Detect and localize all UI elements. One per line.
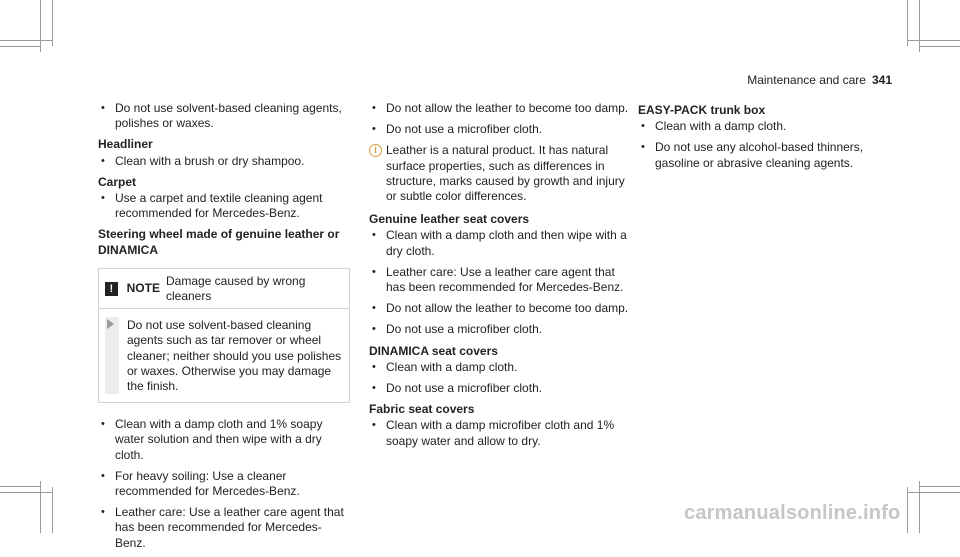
crop-mark xyxy=(920,46,960,47)
list-item: • Do not use a microfiber cloth. xyxy=(372,322,543,337)
bullet-icon: • xyxy=(372,102,376,114)
bullet-icon: • xyxy=(101,469,105,482)
bullet-icon: • xyxy=(372,265,376,278)
list-item: • Do not allow the leather to become too damp. xyxy=(372,101,629,115)
crop-mark xyxy=(919,481,920,533)
list-item: • Leather care: Use a leather care agent that has been recommended for Mercedes-Benz. xyxy=(101,505,344,550)
bullet-icon: • xyxy=(641,141,645,154)
crop-mark xyxy=(907,0,908,46)
bullet-icon: • xyxy=(101,418,105,431)
section-heading: DINAMICA seat covers xyxy=(369,343,498,358)
crop-mark xyxy=(40,0,41,52)
bullet-icon: • xyxy=(101,102,105,114)
list-item: • Clean with a damp microfiber cloth and 1% soapy water and allow to dry. xyxy=(372,418,615,448)
crop-mark xyxy=(920,486,960,487)
column-3 xyxy=(638,101,900,177)
list-item: • Clean with a brush or dry shampoo. xyxy=(101,153,305,168)
section-title: Maintenance and care xyxy=(747,73,866,87)
arrow-right-icon xyxy=(107,319,114,329)
watermark: carmanualsonline.info xyxy=(684,502,901,524)
bullet-icon: • xyxy=(372,123,376,136)
section-heading: Steering wheel made of genuine leather or DINAMICA xyxy=(98,227,340,257)
crop-mark xyxy=(52,0,53,46)
info-text: Leather is a natural product. It has natural surface properties, such as differences in structure, marks caused by growth and injury or subtle color differences. xyxy=(386,143,625,204)
crop-mark xyxy=(40,481,41,533)
note-body xyxy=(99,309,349,402)
bullet-icon: • xyxy=(101,506,105,519)
list-item: • Do not use a microfiber cloth. xyxy=(372,122,543,137)
section-heading: EASY-PACK trunk box xyxy=(638,103,766,117)
bullet-icon: • xyxy=(641,120,645,133)
bullet-icon: • xyxy=(101,154,105,167)
note-text: Do not use solvent-based cleaning agents such as tar remover or wheel cleaner; neither should you use polishes or waxes. Otherwise you may damage the finish. xyxy=(127,318,342,394)
list-item: • Do not use any alcohol-based thinners, gasoline or abrasive cleaning agents. xyxy=(641,140,864,170)
list-item: • Use a carpet and textile cleaning agent recommended for Mercedes-Benz. xyxy=(101,191,323,221)
page-number: 341 xyxy=(871,73,892,87)
list-item: • Leather care: Use a leather care agent that has been recommended for Mercedes-Benz. xyxy=(372,264,624,295)
info-icon: i xyxy=(369,144,382,157)
bullet-icon: • xyxy=(372,229,376,242)
bullet-icon: • xyxy=(372,302,376,315)
section-heading: Carpet xyxy=(98,174,137,189)
note-subtitle: Damage caused by wrong cleaners xyxy=(165,273,306,304)
list-item: • Do not use solvent-based cleaning agents, polishes or waxes. xyxy=(101,101,342,131)
crop-mark xyxy=(52,487,53,533)
note-box xyxy=(98,268,350,403)
crop-mark xyxy=(908,40,960,41)
list-item: • For heavy soiling: Use a cleaner recommended for Mercedes-Benz. xyxy=(101,468,300,499)
crop-mark xyxy=(908,492,960,493)
crop-mark xyxy=(907,487,908,533)
warning-icon: ! xyxy=(105,282,118,296)
bullet-icon: • xyxy=(372,419,376,432)
list-item: • Clean with a damp cloth and then wipe with a dry cloth. xyxy=(372,228,627,258)
list-item: • Do not allow the leather to become too damp. xyxy=(372,301,629,316)
crop-mark xyxy=(0,486,40,487)
list-item: • Do not use a microfiber cloth. xyxy=(372,381,543,396)
bullet-icon: • xyxy=(372,360,376,373)
note-header xyxy=(99,269,349,309)
section-heading: Fabric seat covers xyxy=(369,402,475,417)
info-note xyxy=(369,143,631,204)
crop-mark xyxy=(919,0,920,52)
list-item: • Clean with a damp cloth and 1% soapy water solution and then wipe with a dry cloth. xyxy=(101,417,323,462)
crop-mark xyxy=(0,46,40,47)
crop-mark xyxy=(0,40,52,41)
section-heading: Genuine leather seat covers xyxy=(369,212,530,227)
list-item: • Clean with a damp cloth. xyxy=(372,359,518,374)
bullet-icon: • xyxy=(101,192,105,205)
bullet-icon: • xyxy=(372,382,376,395)
note-bar xyxy=(105,317,119,394)
column-1 xyxy=(98,101,350,557)
note-title: NOTE xyxy=(126,281,160,296)
bullet-icon: • xyxy=(372,323,376,336)
section-heading: Headliner xyxy=(98,137,153,152)
list-item: • Clean with a damp cloth. xyxy=(641,119,787,134)
crop-mark xyxy=(0,492,52,493)
page-header xyxy=(747,73,892,88)
column-2 xyxy=(369,101,631,455)
